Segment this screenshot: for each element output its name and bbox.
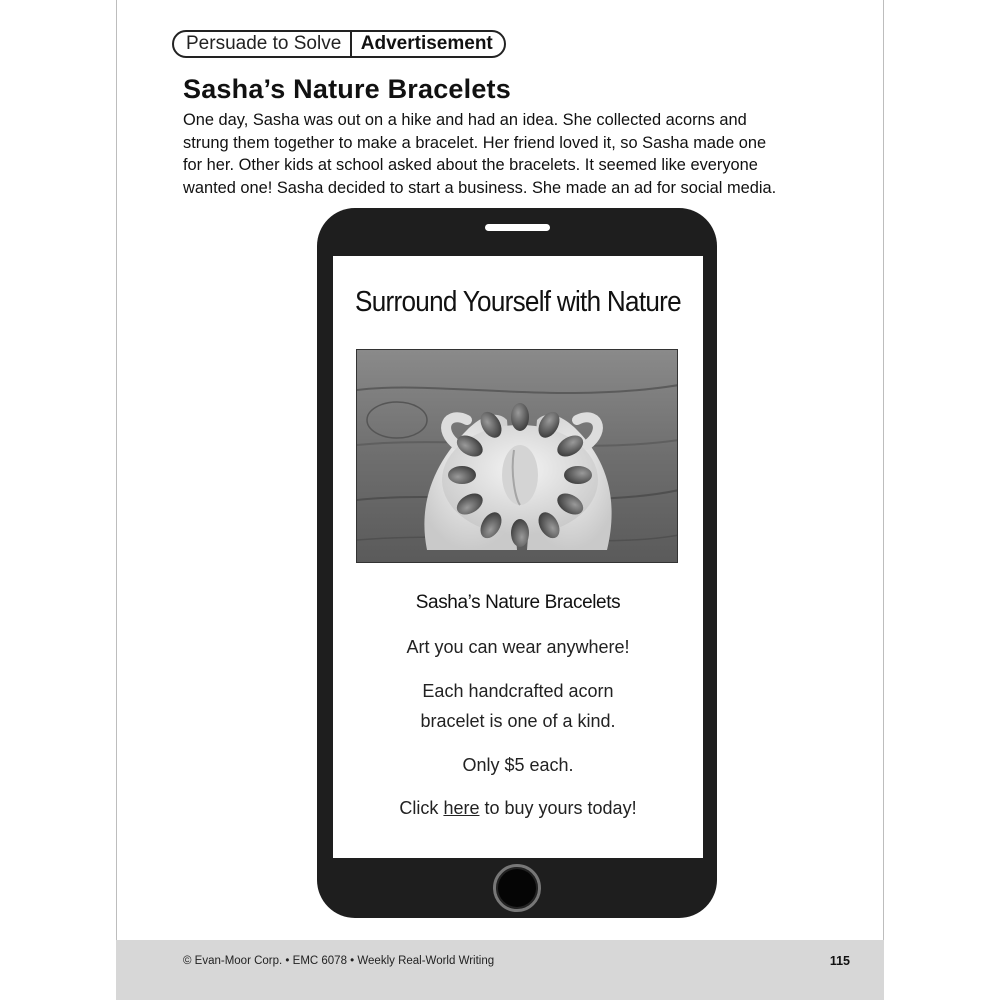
ad-call-to-action [333, 798, 703, 819]
intro-line: One day, Sasha was out on a hike and had an idea. She collected acorns and [183, 111, 747, 129]
intro-line: for her. Other kids at school asked about the bracelets. It seemed like everyone [183, 156, 758, 174]
footer-bar [116, 940, 884, 1000]
category-label: Persuade to Solve [186, 33, 342, 54]
ad-business-name: Sasha’s Nature Bracelets [415, 592, 621, 613]
intro-line: wanted one! Sasha decided to start a business. She made an ad for social media. [183, 178, 777, 197]
type-label: Advertisement [360, 33, 493, 54]
phone-home-button [493, 864, 541, 912]
intro-line: strung them together to make a bracelet. Her friend loved it, so Sasha made one [183, 133, 767, 152]
ad-description-line: Each handcrafted acorn [422, 681, 614, 701]
hands-holding-acorns-image [357, 350, 678, 563]
ad-tagline: Art you can wear anywhere! [406, 637, 630, 657]
ad-headline: Surround Yourself with Nature [355, 286, 681, 318]
ad-description-line: bracelet is one of a kind. [420, 711, 616, 731]
page-title: Sasha’s Nature Bracelets [183, 74, 511, 104]
intro-paragraph [183, 109, 813, 199]
buy-link[interactable]: here [443, 798, 480, 818]
header-tag [172, 30, 506, 58]
cta-prefix: Click [399, 798, 439, 818]
copyright-text: © Evan-Moor Corp. • EMC 6078 • Weekly Real-World Writing [183, 955, 495, 967]
page-number: 115 [829, 954, 850, 968]
phone-speaker [485, 224, 550, 231]
ad-price: Only $5 each. [462, 755, 574, 775]
cta-suffix: to buy yours today! [484, 798, 637, 818]
acorn-bracelet-photo [356, 349, 678, 563]
